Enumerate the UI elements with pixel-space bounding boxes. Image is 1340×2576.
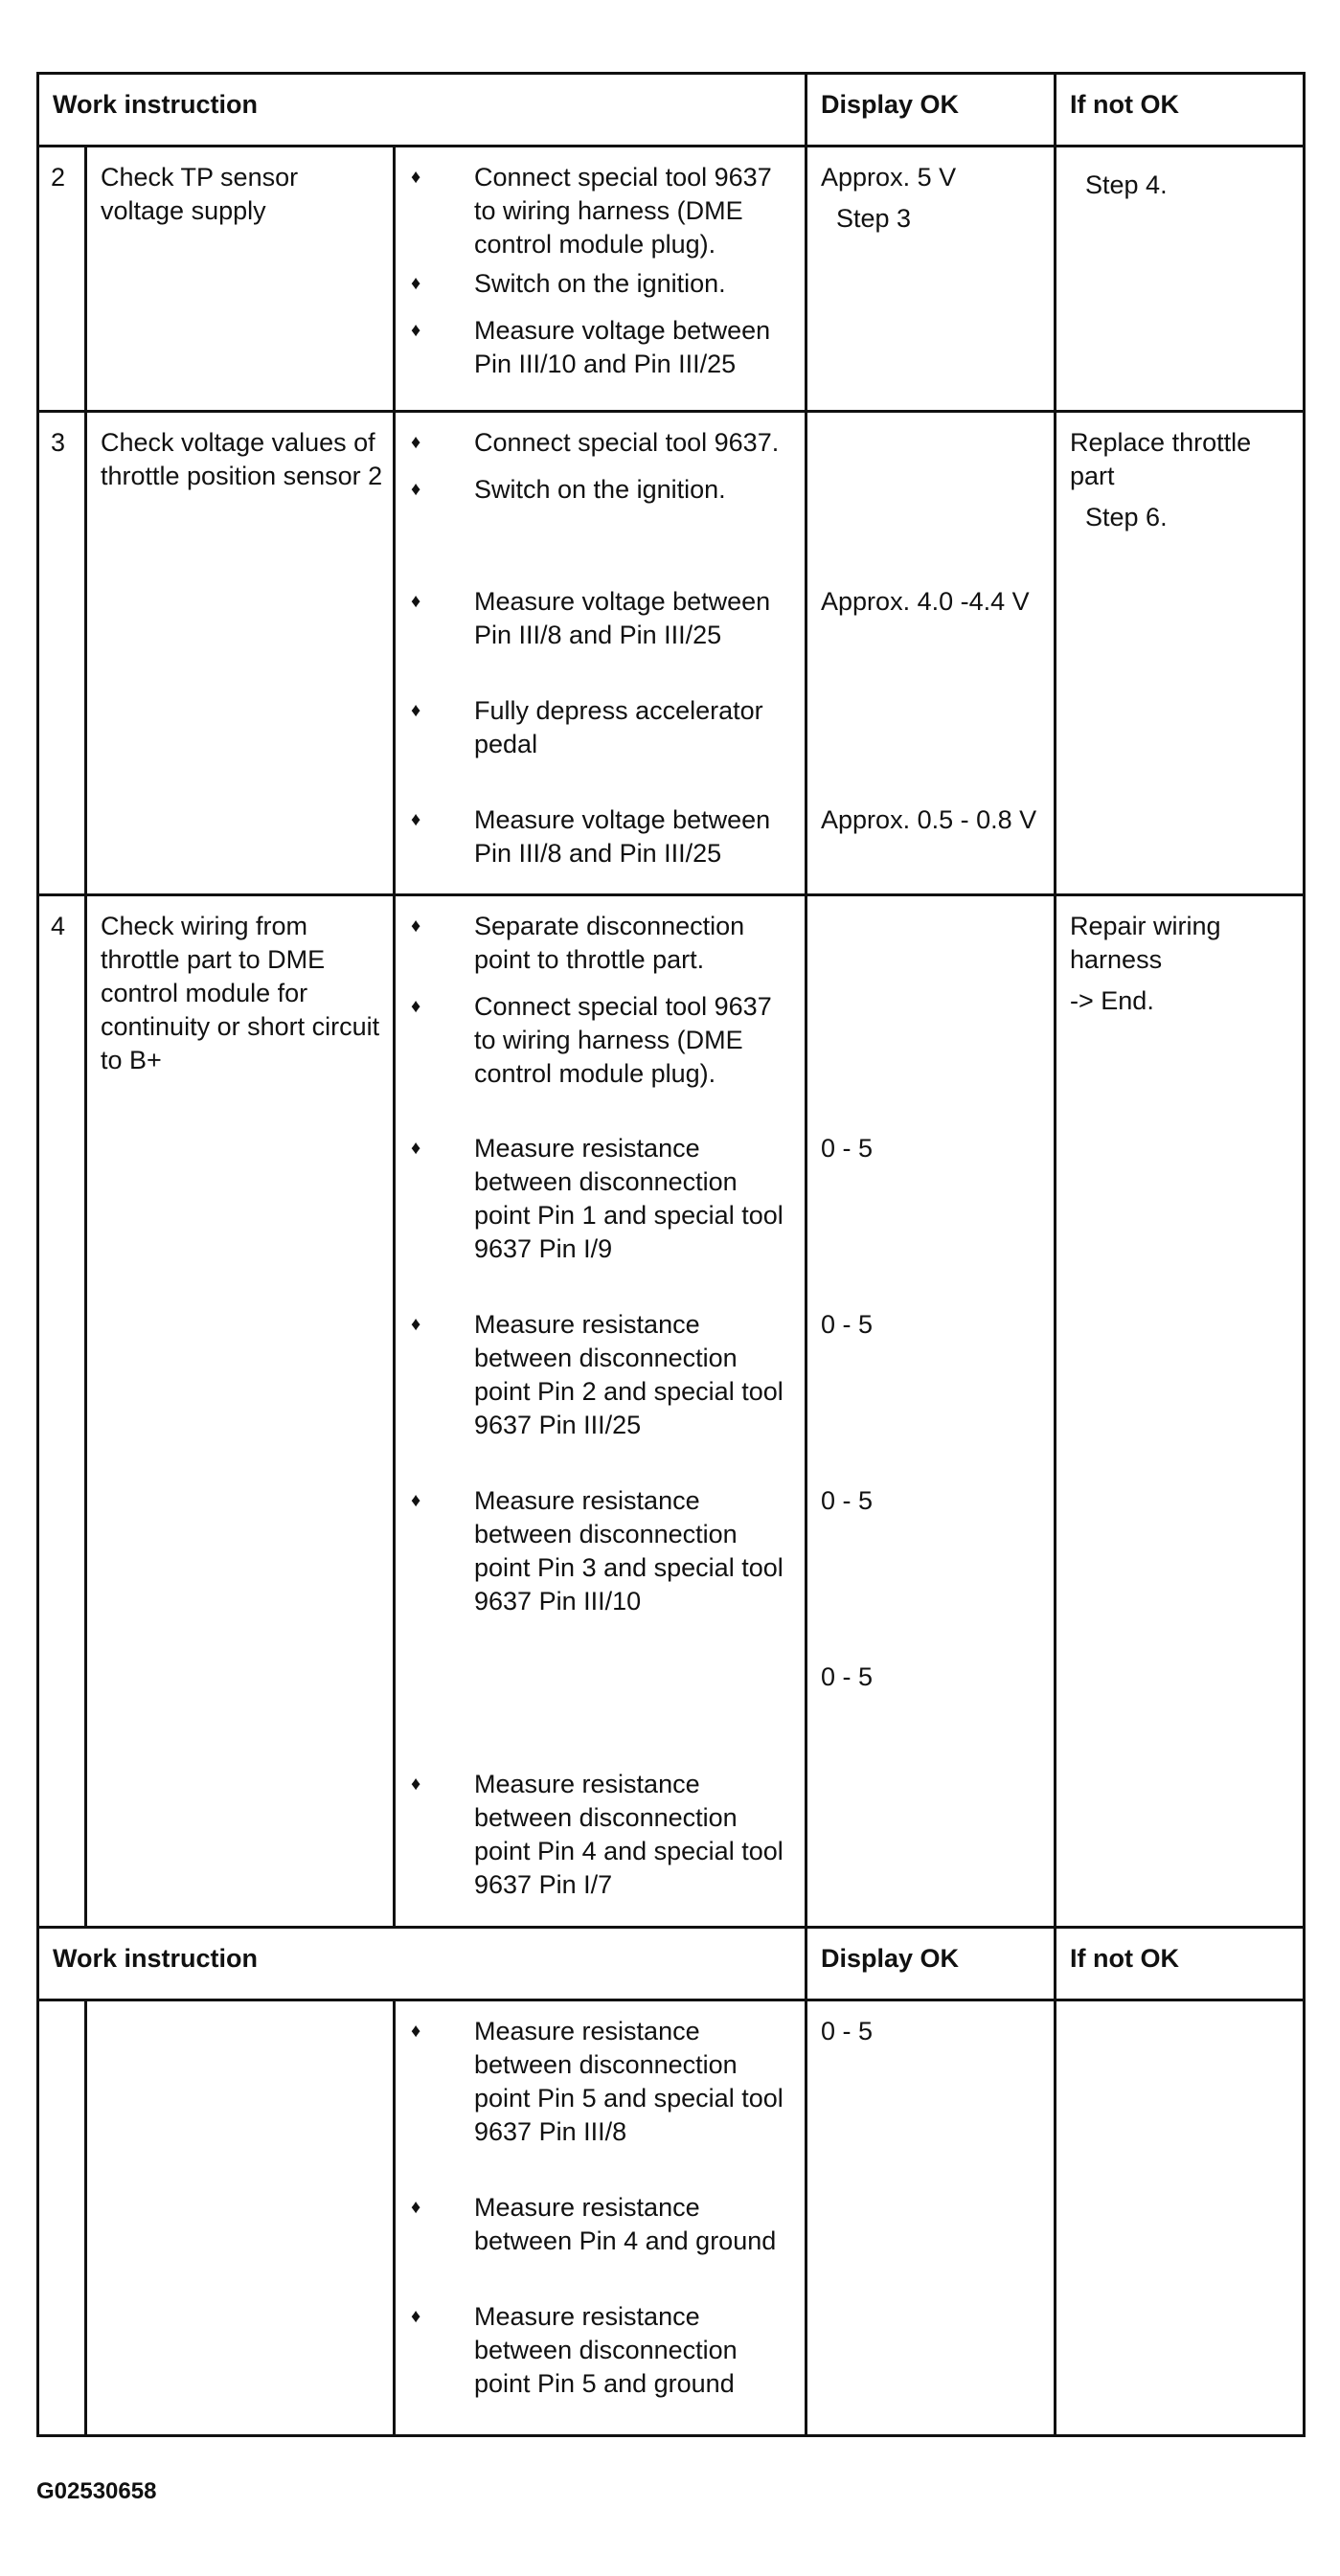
header-if-not-ok: If not OK (1056, 74, 1305, 147)
header-row (38, 74, 1305, 147)
display-ok-item (821, 2191, 1048, 2300)
action-text: Measure resistance between disconnection point Pin 5 and ground (474, 2302, 738, 2398)
if-not-ok-item (1070, 694, 1297, 803)
if-not-ok-item (1070, 803, 1297, 893)
figure-id: G02530658 (36, 2478, 157, 2504)
step-description: Check TP sensor voltage supply (86, 147, 395, 412)
step-row-3 (38, 412, 1305, 895)
action-text: Measure resistance between disconnection point Pin 3 and special tool 9637 Pin III/10 (474, 1486, 784, 1616)
if-not-ok-item (1070, 2191, 1297, 2300)
bullet-icon: ♦ (411, 1314, 421, 1335)
display-ok-item (821, 314, 1048, 402)
bullet-icon: ♦ (411, 2197, 421, 2218)
action-item (405, 803, 799, 893)
if-not-ok-text: Repair wiring harness (1070, 912, 1221, 974)
action-item (405, 990, 799, 1132)
display-ok-item (821, 161, 1048, 267)
display-ok-item (821, 1132, 1048, 1308)
bullet-icon: ♦ (411, 700, 421, 721)
action-item (405, 694, 799, 803)
step-actions (395, 412, 806, 895)
action-item (405, 585, 799, 694)
if-not-ok-item (1070, 322, 1297, 410)
step-if-not-ok (1056, 412, 1305, 895)
action-item (405, 1308, 799, 1484)
bullet-icon: ♦ (411, 996, 421, 1017)
if-not-ok-item (1070, 169, 1297, 275)
step-number (38, 2000, 86, 2436)
if-not-ok-item (1070, 1661, 1297, 1768)
if-not-ok-item (1070, 2015, 1297, 2191)
step-if-not-ok (1056, 2000, 1305, 2436)
display-ok-item (821, 910, 1048, 990)
if-not-ok-text: Step 4. (1085, 170, 1168, 199)
if-not-ok-item (1070, 275, 1297, 322)
header-work-instruction: Work instruction (38, 74, 806, 147)
bullet-icon: ♦ (411, 2306, 421, 2327)
display-ok-text: 0 - 5 (821, 1310, 874, 1339)
display-ok-item (821, 426, 1048, 473)
if-not-ok-item (1070, 2300, 1297, 2434)
step-row-4-continued (38, 2000, 1305, 2436)
action-item (405, 1768, 799, 1926)
header-if-not-ok: If not OK (1056, 1928, 1305, 2000)
action-item (405, 267, 799, 314)
action-text: Connect special tool 9637 to wiring harness (DME control module plug). (474, 992, 772, 1088)
step-description (86, 2000, 395, 2436)
step-display-ok (806, 895, 1056, 1928)
display-ok-text: Step 3 (836, 204, 912, 233)
step-number: 2 (38, 147, 86, 412)
display-ok-item (821, 2015, 1048, 2191)
bullet-icon: ♦ (411, 167, 421, 188)
bullet-icon: ♦ (411, 915, 421, 937)
if-not-ok-item (1070, 1768, 1297, 1926)
display-ok-item (821, 1308, 1048, 1484)
action-text: Connect special tool 9637. (474, 428, 780, 457)
action-item (405, 161, 799, 267)
step-row-4 (38, 895, 1305, 1928)
action-item (405, 1661, 799, 1768)
if-not-ok-text: -> End. (1070, 986, 1154, 1015)
action-item (405, 910, 799, 990)
display-ok-item (821, 1768, 1048, 1926)
step-display-ok (806, 412, 1056, 895)
action-item (405, 314, 799, 402)
step-display-ok (806, 2000, 1056, 2436)
if-not-ok-item (1070, 1484, 1297, 1661)
display-ok-text: Approx. 5 V (821, 163, 957, 192)
action-text: Switch on the ignition. (474, 269, 726, 298)
display-ok-item (821, 803, 1048, 893)
action-item (405, 426, 799, 473)
if-not-ok-item (1070, 910, 1297, 1015)
display-ok-item (821, 990, 1048, 1132)
bullet-icon: ♦ (411, 273, 421, 294)
work-instruction-table (36, 72, 1306, 2437)
step-actions (395, 895, 806, 1928)
action-text: Separate disconnection point to throttle part. (474, 912, 745, 974)
action-item (405, 2015, 799, 2191)
action-text: Fully depress accelerator pedal (474, 696, 763, 758)
if-not-ok-item (1070, 1308, 1297, 1484)
bullet-icon: ♦ (411, 320, 421, 341)
action-item (405, 1132, 799, 1308)
action-text: Measure voltage between Pin III/8 and Pin III/25 (474, 805, 771, 868)
bullet-icon: ♦ (411, 432, 421, 453)
bullet-icon: ♦ (411, 809, 421, 830)
header-display-ok: Display OK (806, 74, 1056, 147)
step-description: Check wiring from throttle part to DME control module for continuity or short circuit to B+ (86, 895, 395, 1928)
action-text: Measure resistance between disconnection point Pin 4 and special tool 9637 Pin I/7 (474, 1770, 784, 1899)
action-text: Measure voltage between Pin III/8 and Pin III/25 (474, 587, 771, 649)
bullet-icon: ♦ (411, 591, 421, 612)
step-actions (395, 2000, 806, 2436)
step-number: 3 (38, 412, 86, 895)
action-item (405, 2191, 799, 2300)
action-text: Switch on the ignition. (474, 475, 726, 504)
display-ok-item (821, 694, 1048, 803)
action-text: Connect special tool 9637 to wiring harness (DME control module plug). (474, 163, 772, 259)
display-ok-item (821, 267, 1048, 314)
step-row-2 (38, 147, 1305, 412)
action-text: Measure resistance between Pin 4 and ground (474, 2193, 777, 2255)
display-ok-item (821, 585, 1048, 694)
display-ok-item (821, 473, 1048, 585)
display-ok-text: 0 - 5 (821, 2017, 874, 2045)
bullet-icon: ♦ (411, 1774, 421, 1795)
display-ok-text: Approx. 0.5 - 0.8 V (821, 805, 1037, 834)
if-not-ok-text: Replace throttle part (1070, 428, 1252, 490)
if-not-ok-item (1070, 585, 1297, 694)
action-item (405, 2300, 799, 2434)
display-ok-item (821, 2300, 1048, 2434)
header-display-ok: Display OK (806, 1928, 1056, 2000)
action-item (405, 473, 799, 585)
display-ok-text: 0 - 5 (821, 1662, 874, 1691)
action-text: Measure resistance between disconnection point Pin 1 and special tool 9637 Pin I/9 (474, 1134, 784, 1263)
if-not-ok-text: Step 6. (1085, 503, 1168, 531)
step-description: Check voltage values of throttle position sensor 2 (86, 412, 395, 895)
display-ok-text: Approx. 4.0 -4.4 V (821, 587, 1030, 616)
bullet-icon: ♦ (411, 2021, 421, 2042)
action-text: Measure voltage between Pin III/10 and Pin III/25 (474, 316, 771, 378)
header-work-instruction: Work instruction (38, 1928, 806, 2000)
action-text: Measure resistance between disconnection point Pin 5 and special tool 9637 Pin III/8 (474, 2017, 784, 2146)
step-actions (395, 147, 806, 412)
display-ok-item (821, 1484, 1048, 1661)
display-ok-item (821, 1661, 1048, 1768)
bullet-icon: ♦ (411, 479, 421, 500)
header-row-repeat (38, 1928, 1305, 2000)
if-not-ok-item (1070, 1132, 1297, 1308)
action-item (405, 1484, 799, 1661)
bullet-icon: ♦ (411, 1138, 421, 1159)
step-if-not-ok (1056, 895, 1305, 1928)
bullet-icon: ♦ (411, 1490, 421, 1511)
display-ok-text: 0 - 5 (821, 1486, 874, 1515)
step-if-not-ok (1056, 147, 1305, 412)
if-not-ok-item (1070, 426, 1297, 531)
display-ok-text: 0 - 5 (821, 1134, 874, 1163)
action-text: Measure resistance between disconnection point Pin 2 and special tool 9637 Pin III/25 (474, 1310, 784, 1439)
step-display-ok (806, 147, 1056, 412)
step-number: 4 (38, 895, 86, 1928)
